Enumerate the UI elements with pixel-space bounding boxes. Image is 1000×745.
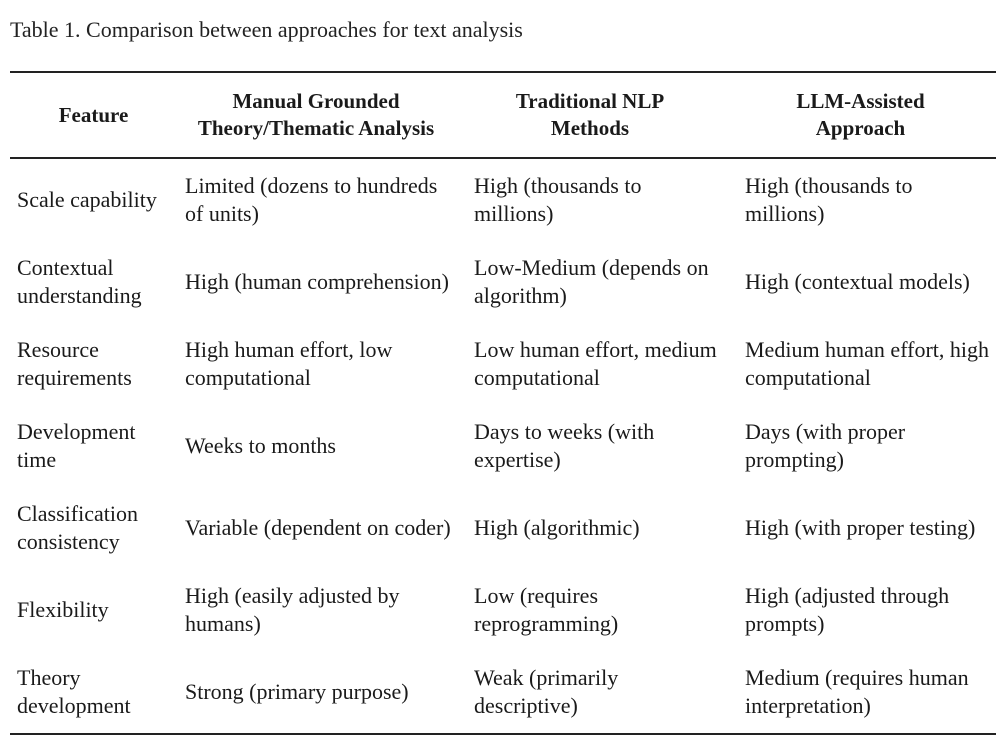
cell-manual: High human effort, low computational bbox=[185, 337, 393, 390]
row-feature: Resource requirements bbox=[17, 337, 132, 390]
header-row bbox=[10, 72, 996, 158]
table-caption: Table 1. Comparison between approaches for text analysis bbox=[10, 17, 523, 42]
cell-nlp: Days to weeks (with expertise) bbox=[474, 419, 655, 472]
row-feature: Theory development bbox=[17, 665, 131, 718]
cell-nlp: Low human effort, medium computational bbox=[474, 337, 717, 390]
table-row bbox=[10, 405, 996, 487]
cell-manual: Limited (dozens to hundreds of units) bbox=[185, 173, 438, 226]
row-feature: Classification consistency bbox=[17, 501, 138, 554]
cell-llm: Days (with proper prompting) bbox=[745, 419, 906, 472]
table-row bbox=[10, 569, 996, 651]
cell-llm: High (with proper testing) bbox=[745, 515, 976, 540]
comparison-table bbox=[10, 71, 996, 735]
row-feature: Flexibility bbox=[17, 597, 109, 622]
table-row bbox=[10, 323, 996, 405]
cell-manual: High (human comprehension) bbox=[185, 269, 449, 294]
header-manual: Manual Grounded Theory/Thematic Analysis bbox=[177, 72, 455, 158]
row-feature: Development time bbox=[17, 419, 136, 472]
table-row bbox=[10, 487, 996, 569]
cell-llm: High (contextual models) bbox=[745, 269, 970, 294]
header-llm: LLM-Assisted Approach bbox=[725, 72, 996, 158]
table-header bbox=[10, 72, 996, 158]
table-row bbox=[10, 158, 996, 241]
table-body bbox=[10, 158, 996, 734]
cell-llm: High (thousands to millions) bbox=[745, 173, 913, 226]
header-nlp: Traditional NLP Methods bbox=[455, 72, 725, 158]
cell-nlp: Low-Medium (depends on algorithm) bbox=[474, 255, 709, 308]
row-feature: Contextual understanding bbox=[17, 255, 142, 308]
cell-manual: High (easily adjusted by humans) bbox=[185, 583, 400, 636]
cell-nlp: Weak (primarily descriptive) bbox=[474, 665, 619, 718]
cell-nlp: Low (requires reprogramming) bbox=[474, 583, 619, 636]
cell-manual: Weeks to months bbox=[185, 433, 336, 458]
table-row bbox=[10, 241, 996, 323]
header-feature: Feature bbox=[10, 72, 177, 158]
cell-nlp: High (thousands to millions) bbox=[474, 173, 642, 226]
cell-llm: Medium (requires human interpretation) bbox=[745, 665, 969, 718]
cell-manual: Variable (dependent on coder) bbox=[185, 515, 451, 540]
cell-nlp: High (algorithmic) bbox=[474, 515, 640, 540]
row-feature: Scale capability bbox=[17, 187, 157, 212]
cell-llm: Medium human effort, high computational bbox=[745, 337, 989, 390]
cell-llm: High (adjusted through prompts) bbox=[745, 583, 950, 636]
cell-manual: Strong (primary purpose) bbox=[185, 679, 409, 704]
table-row bbox=[10, 651, 996, 734]
